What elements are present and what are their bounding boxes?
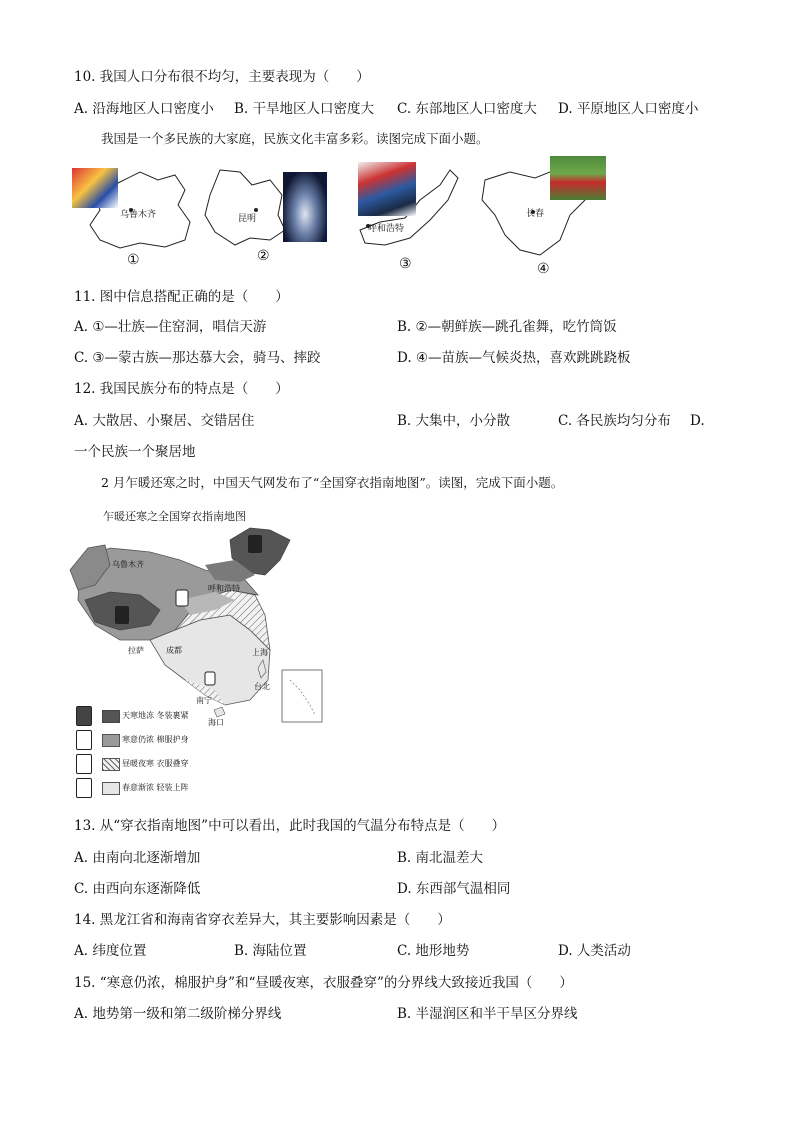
map-label-nanning: 南宁 bbox=[196, 696, 212, 705]
q12-stem: 12. 我国民族分布的特点是（ ） bbox=[74, 381, 289, 397]
q10-option-b: B. 干旱地区人口密度大 bbox=[234, 101, 375, 117]
map-number-1: ① bbox=[127, 252, 140, 268]
legend-layer-icon bbox=[76, 754, 92, 774]
legend-label-4: 春意渐浓 轻装上阵 bbox=[122, 783, 189, 792]
q14-stem: 14. 黑龙江省和海南省穿衣差异大，其主要影响因素是（ ） bbox=[74, 912, 451, 928]
q13-option-b: B. 南北温差大 bbox=[397, 850, 484, 866]
legend-swatch-1 bbox=[102, 710, 120, 723]
q12-option-c: C. 各民族均匀分布 bbox=[558, 413, 671, 429]
legend-swatch-2 bbox=[102, 734, 120, 747]
city-label-kunming: 昆明 bbox=[238, 214, 257, 224]
legend-coat-icon bbox=[76, 706, 92, 726]
map-number-4: ④ bbox=[537, 261, 550, 277]
legend-label-1: 天寒地冻 冬装裹紧 bbox=[122, 711, 189, 720]
q12-option-d: D. bbox=[690, 413, 705, 429]
map-number-3: ③ bbox=[399, 256, 412, 272]
q13-option-c: C. 由西向东逐渐降低 bbox=[74, 881, 201, 897]
q14-option-d: D. 人类活动 bbox=[558, 943, 631, 959]
legend-label-3: 昼暖夜寒 衣服叠穿 bbox=[122, 759, 189, 768]
city-label-urumqi: 乌鲁木齐 bbox=[120, 210, 157, 220]
q10-option-d: D. 平原地区人口密度小 bbox=[558, 101, 699, 117]
q13-option-a: A. 由南向北逐渐增加 bbox=[74, 850, 201, 866]
q11-option-d: D. ④—苗族—气候炎热，喜欢跳跳跷板 bbox=[397, 350, 631, 366]
q14-option-a: A. 纬度位置 bbox=[74, 943, 147, 959]
q10-option-c: C. 东部地区人口密度大 bbox=[397, 101, 537, 117]
q15-option-b: B. 半湿润区和半干旱区分界线 bbox=[397, 1006, 578, 1022]
legend-swatch-4 bbox=[102, 782, 120, 795]
map-label-lhasa: 拉萨 bbox=[128, 646, 144, 655]
q11-option-b: B. ②—朝鲜族—跳孔雀舞，吃竹筒饭 bbox=[397, 319, 617, 335]
legend-light-icon bbox=[76, 778, 92, 798]
map-number-2: ② bbox=[257, 248, 270, 264]
q10-option-a: A. 沿海地区人口密度小 bbox=[74, 101, 214, 117]
map-label-taipei: 台北 bbox=[254, 682, 270, 691]
legend-swatch-3 bbox=[102, 758, 120, 771]
q13-option-d: D. 东西部气温相同 bbox=[397, 881, 511, 897]
q12-option-d-continued: 一个民族一个聚居地 bbox=[74, 444, 196, 460]
q11-stem: 11. 图中信息搭配正确的是（ ） bbox=[74, 289, 289, 305]
legend-label-2: 寒意仍浓 棉服护身 bbox=[122, 735, 189, 744]
q14-option-b: B. 海陆位置 bbox=[234, 943, 307, 959]
map-label-shanghai: 上海 bbox=[252, 648, 268, 657]
q14-option-c: C. 地形地势 bbox=[397, 943, 470, 959]
map-label-haikou: 海口 bbox=[208, 718, 224, 727]
q10-stem: 10. 我国人口分布很不均匀，主要表现为（ ） bbox=[74, 69, 370, 85]
q12-option-a: A. 大散居、小聚居、交错居住 bbox=[74, 413, 255, 429]
map-label-chengdu: 成都 bbox=[166, 646, 182, 655]
city-label-changchun: 长春 bbox=[526, 209, 545, 219]
legend-jacket-icon bbox=[76, 730, 92, 750]
clothing-map-title: 乍暖还寒之全国穿衣指南地图 bbox=[103, 510, 246, 523]
city-label-hohhot: 呼和浩特 bbox=[368, 224, 405, 234]
map-label-urumqi: 乌鲁木齐 bbox=[112, 560, 144, 569]
map-label-hohhot: 呼和浩特 bbox=[208, 584, 240, 593]
q12-option-b: B. 大集中，小分散 bbox=[397, 413, 511, 429]
intro-clothing: 2 月乍暖还寒之时，中国天气网发布了“全国穿衣指南地图”。读图，完成下面小题。 bbox=[101, 475, 564, 490]
intro-ethnic: 我国是一个多民族的大家庭，民族文化丰富多彩。读图完成下面小题。 bbox=[101, 131, 489, 146]
q15-stem: 15. “寒意仍浓，棉服护身”和“昼暖夜寒，衣服叠穿”的分界线大致接近我国（ ） bbox=[74, 975, 573, 991]
q11-option-c: C. ③—蒙古族—那达慕大会，骑马、摔跤 bbox=[74, 350, 321, 366]
q11-option-a: A. ①—壮族—住窑洞，唱信天游 bbox=[74, 319, 267, 335]
q13-stem: 13. 从“穿衣指南地图”中可以看出，此时我国的气温分布特点是（ ） bbox=[74, 818, 506, 834]
q15-option-a: A. 地势第一级和第二级阶梯分界线 bbox=[74, 1006, 282, 1022]
